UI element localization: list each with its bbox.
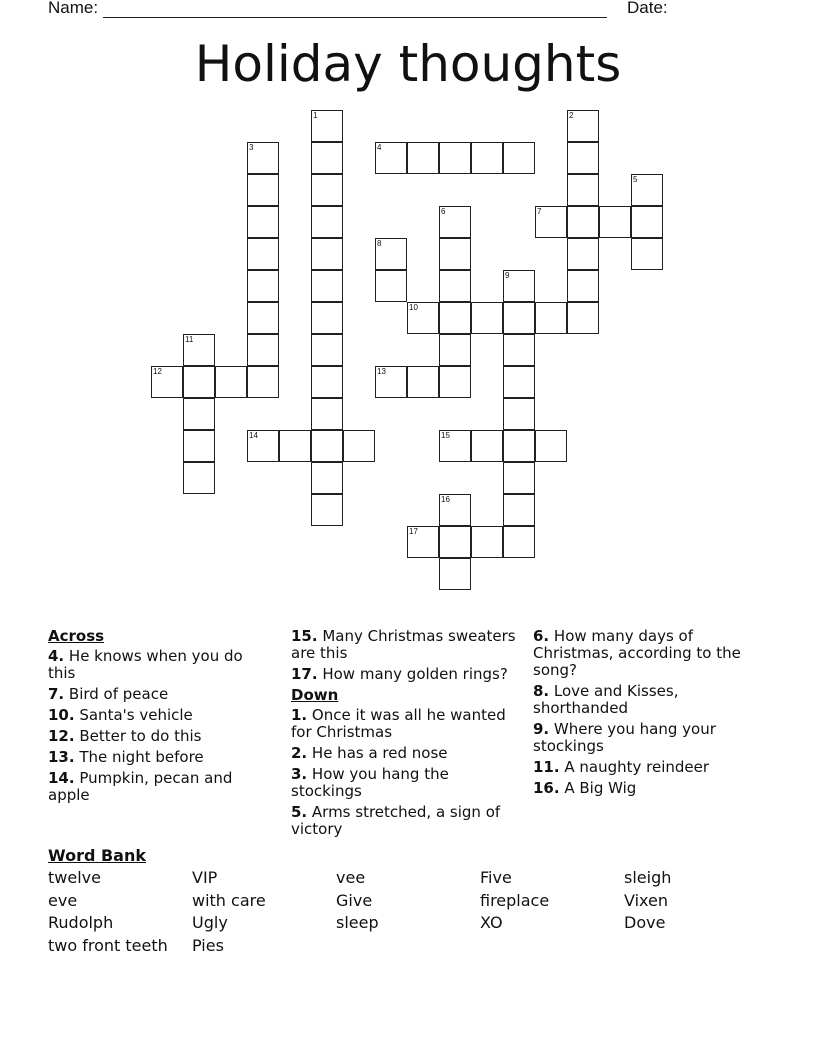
clue-number-label: 11. (533, 758, 560, 776)
grid-cell[interactable] (247, 174, 279, 206)
grid-cell[interactable] (279, 430, 311, 462)
grid-cell[interactable] (439, 238, 471, 270)
clue-number: 8 (377, 239, 382, 248)
across-clue (48, 707, 273, 724)
clues-column-2 (291, 628, 519, 842)
across-clue (48, 686, 273, 703)
clue-text: Santa's vehicle (74, 706, 193, 724)
grid-cell[interactable] (247, 238, 279, 270)
word-bank-item: XO (480, 913, 503, 932)
word-bank-item: sleigh (624, 868, 672, 887)
grid-cell[interactable] (567, 270, 599, 302)
clue-text: Bird of peace (64, 685, 169, 703)
clue-number: 16 (441, 495, 450, 504)
grid-cell[interactable] (247, 206, 279, 238)
clue-number: 15 (441, 431, 450, 440)
clue-number-label: 10. (48, 706, 75, 724)
clue-number-label: 16. (533, 779, 560, 797)
grid-cell[interactable] (215, 366, 247, 398)
clue-number: 10 (409, 303, 418, 312)
clue-number: 2 (569, 111, 574, 120)
clue-number: 3 (249, 143, 254, 152)
grid-cell[interactable] (183, 398, 215, 430)
grid-cell[interactable] (567, 206, 599, 238)
clue-number-label: 13. (48, 748, 75, 766)
name-label: Name: (48, 0, 99, 17)
clue-text: Pumpkin, pecan and apple (48, 769, 233, 804)
down-clue (291, 804, 519, 838)
grid-cell[interactable] (247, 270, 279, 302)
clue-text: Many Christmas sweaters are this (291, 627, 516, 662)
word-bank-item: sleep (336, 913, 379, 932)
clue-number: 4 (377, 143, 382, 152)
grid-cell[interactable] (311, 302, 343, 334)
clue-number: 17 (409, 527, 418, 536)
grid-cell[interactable] (247, 366, 279, 398)
grid-cell[interactable] (471, 430, 503, 462)
across-clue (291, 628, 519, 662)
grid-cell[interactable] (311, 334, 343, 366)
across-clue (48, 648, 273, 682)
grid-cell[interactable] (631, 206, 663, 238)
grid-cell[interactable] (567, 142, 599, 174)
grid-cell[interactable] (183, 462, 215, 494)
word-bank-item: Rudolph (48, 913, 114, 932)
clue-number-label: 9. (533, 720, 550, 738)
grid-cell[interactable] (311, 174, 343, 206)
date-label: Date: (627, 0, 668, 17)
word-bank-item: with care (192, 890, 266, 910)
clue-text: Love and Kisses, shorthanded (533, 682, 679, 717)
clue-number: 5 (633, 175, 638, 184)
word-bank-item: Vixen (624, 890, 668, 910)
grid-cell[interactable] (567, 174, 599, 206)
clue-number-label: 4. (48, 647, 65, 665)
down-clue (291, 766, 519, 800)
grid-cell[interactable] (311, 366, 343, 398)
grid-cell[interactable] (311, 270, 343, 302)
clue-number-label: 17. (291, 665, 318, 683)
grid-cell[interactable] (439, 558, 471, 590)
clue-number-label: 3. (291, 765, 308, 783)
grid-cell[interactable] (311, 430, 343, 462)
grid-cell[interactable] (535, 430, 567, 462)
clues-column-3 (533, 628, 753, 801)
grid-cell[interactable] (407, 142, 439, 174)
clue-text: Arms stretched, a sign of victory (291, 803, 501, 838)
clue-text: He has a red nose (307, 744, 448, 762)
grid-cell[interactable] (311, 142, 343, 174)
word-bank-item: VIP (192, 868, 218, 887)
word-bank-item: Pies (192, 935, 224, 955)
across-clue (48, 728, 273, 745)
grid-cell[interactable] (503, 526, 535, 558)
grid-cell[interactable] (503, 142, 535, 174)
clue-text: Once it was all he wanted for Christmas (291, 706, 506, 741)
down-clue (533, 780, 753, 797)
clue-text: How you hang the stockings (291, 765, 449, 800)
grid-cell[interactable] (439, 366, 471, 398)
grid-cell[interactable] (407, 366, 439, 398)
clue-text: A Big Wig (559, 779, 637, 797)
grid-cell[interactable] (599, 206, 631, 238)
grid-cell[interactable] (247, 302, 279, 334)
clue-number-label: 8. (533, 682, 550, 700)
grid-cell[interactable] (567, 302, 599, 334)
across-clue (48, 749, 273, 766)
clue-number-label: 5. (291, 803, 308, 821)
grid-cell[interactable] (375, 270, 407, 302)
word-bank-item: twelve (48, 868, 101, 887)
clue-number-label: 14. (48, 769, 75, 787)
clue-number: 13 (377, 367, 386, 376)
word-bank-item: Give (336, 890, 373, 910)
down-heading: Down (291, 686, 339, 704)
word-bank-item: eve (48, 890, 78, 910)
clue-number-label: 1. (291, 706, 308, 724)
grid-cell[interactable] (311, 494, 343, 526)
clue-number: 12 (153, 367, 162, 376)
grid-cell[interactable] (439, 302, 471, 334)
grid-cell[interactable] (311, 206, 343, 238)
down-clue (291, 707, 519, 741)
clue-number-label: 2. (291, 744, 308, 762)
clue-text: How many days of Christmas, according to the song? (533, 627, 741, 679)
grid-cell[interactable] (311, 238, 343, 270)
grid-cell[interactable] (631, 238, 663, 270)
across-heading: Across (48, 627, 105, 645)
grid-cell[interactable] (503, 430, 535, 462)
word-bank-item: Ugly (192, 913, 228, 932)
across-clues-column (48, 628, 273, 808)
grid-cell[interactable] (343, 430, 375, 462)
clue-number-label: 12. (48, 727, 75, 745)
clue-text: Better to do this (74, 727, 202, 745)
word-bank-title: Word Bank (48, 846, 147, 865)
grid-cell[interactable] (471, 142, 503, 174)
clue-number: 1 (313, 111, 318, 120)
across-clue (291, 666, 519, 683)
down-clue (291, 745, 519, 762)
grid-cell[interactable] (183, 430, 215, 462)
grid-cell[interactable] (311, 462, 343, 494)
grid-cell[interactable] (471, 526, 503, 558)
across-clue (48, 770, 273, 804)
grid-cell[interactable] (567, 238, 599, 270)
grid-cell[interactable] (503, 398, 535, 430)
word-bank-item: fireplace (480, 890, 550, 910)
clue-number-label: 15. (291, 627, 318, 645)
word-bank-item: Five (480, 868, 512, 887)
grid-cell[interactable] (439, 142, 471, 174)
clue-text: The night before (74, 748, 204, 766)
clue-number: 11 (185, 335, 194, 344)
grid-cell[interactable] (439, 526, 471, 558)
clue-text: Where you hang your stockings (533, 720, 716, 755)
clue-number-label: 6. (533, 627, 550, 645)
grid-cell[interactable] (439, 334, 471, 366)
page-title: Holiday thoughts (194, 35, 622, 93)
word-bank-item: vee (336, 868, 366, 887)
down-clue (533, 683, 753, 717)
grid-cell[interactable] (311, 398, 343, 430)
grid-cell[interactable] (503, 494, 535, 526)
clue-text: A naughty reindeer (559, 758, 710, 776)
clue-number: 9 (505, 271, 510, 280)
grid-cell[interactable] (503, 366, 535, 398)
clue-number-label: 7. (48, 685, 65, 703)
grid-cell[interactable] (471, 302, 503, 334)
clue-text: He knows when you do this (48, 647, 243, 682)
grid-cell[interactable] (247, 334, 279, 366)
grid-cell[interactable] (535, 302, 567, 334)
grid-cell[interactable] (503, 334, 535, 366)
grid-cell[interactable] (183, 366, 215, 398)
clue-number: 6 (441, 207, 446, 216)
down-clue (533, 628, 753, 679)
clue-text: How many golden rings? (317, 665, 508, 683)
grid-cell[interactable] (503, 302, 535, 334)
down-clue (533, 721, 753, 755)
down-clue (533, 759, 753, 776)
clue-number: 7 (537, 207, 542, 216)
word-bank-item: two front teeth (48, 935, 168, 955)
clue-number: 14 (249, 431, 258, 440)
grid-cell[interactable] (439, 270, 471, 302)
word-bank-item: Dove (624, 913, 666, 932)
grid-cell[interactable] (503, 462, 535, 494)
